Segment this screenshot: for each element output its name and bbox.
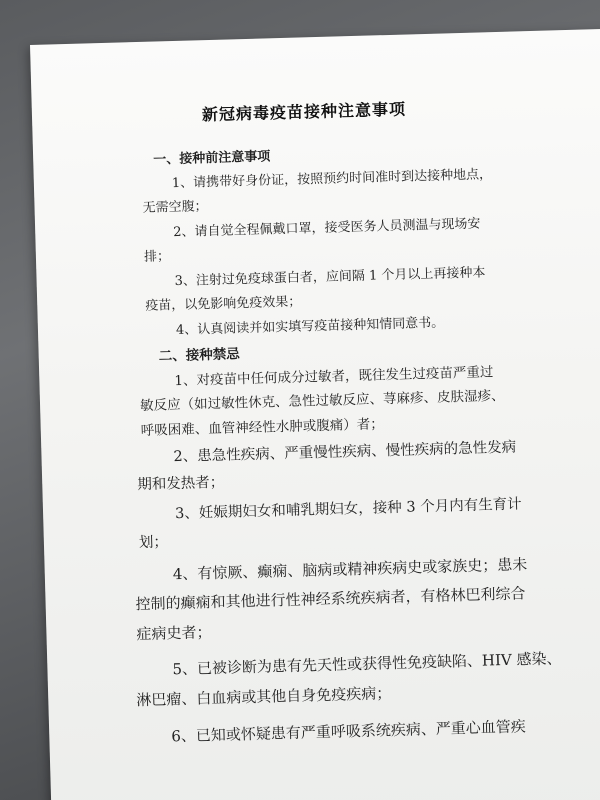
text-line: 3、妊娠期妇女和哺乳期妇女，接种 3 个月内有生育计 [174,496,522,523]
text-line: 敏反应（如过敏性休克、急性过敏反应、荨麻疹、皮肤湿疹、 [139,387,505,415]
text-line: 疫苗，以免影响免疫效果； [145,294,302,314]
text-line: 无需空腹； [142,199,208,216]
text-line: 5、已被诊断为患有先天性或获得性免疫缺陷、HIV 感染、 [172,649,562,679]
text-line: 划； [138,534,169,552]
text-line: 排； [143,249,171,265]
text-line: 症病史者； [136,623,212,644]
text-line: 淋巴瘤、白血病或其他自身免疫疾病； [136,684,392,710]
document-content [30,29,600,800]
section-heading-pre-vaccination: 一、接种前注意事项 [153,149,271,168]
text-line: 期和发热者； [137,474,225,494]
text-line: 2、患急性疾病、严重慢性疾病、慢性疾病的急性发病 [173,439,517,466]
text-line: 呼吸困难、血管神经性水肿或腹痛）者； [140,416,384,440]
text-line: 控制的癫痫和其他进行性神经系统疾病者，有格林巴利综合 [135,584,526,614]
section-heading-contraindications: 二、接种禁忌 [158,346,240,365]
text-line: 2、请自觉全程佩戴口罩，接受医务人员测温与现场安 [173,216,481,241]
paper-sheet [30,29,600,800]
document-title: 新冠病毒疫苗接种注意事项 [201,99,407,125]
text-line: 3、注射过免疫球蛋白者，应间隔 1 个月以上再接种本 [174,265,486,290]
text-line: 6、已知或怀疑患有严重呼吸系统疾病、严重心血管疾 [171,717,527,746]
text-line: 1、对疫苗中任何成分过敏者，既往发生过疫苗严重过 [174,364,494,390]
text-line: 1、请携带好身份证，按照预约时间准时到达接种地点， [171,167,493,192]
text-line: 4、认真阅读并如实填写疫苗接种知情同意书。 [175,315,445,339]
text-line: 4、有惊厥、癫痫、脑病或精神疾病史或家族史；患未 [172,555,528,584]
